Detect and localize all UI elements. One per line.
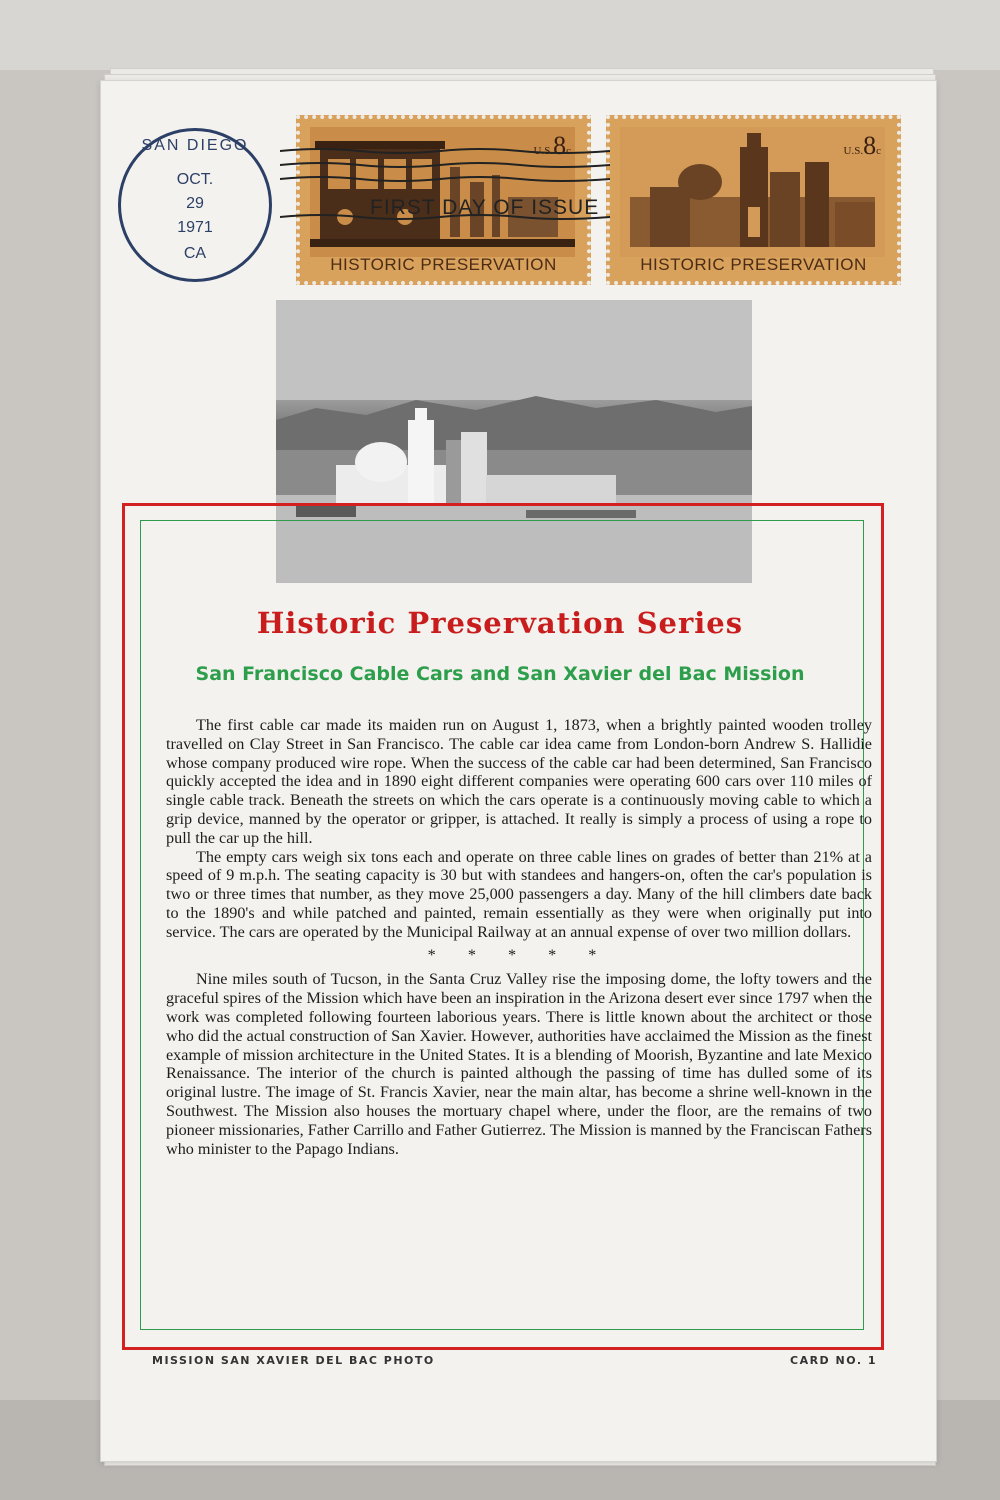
postmark-day: 29 <box>186 195 204 212</box>
postmark-year: 1971 <box>177 219 213 236</box>
stamp-country: U.S. <box>533 145 554 157</box>
section-separator: * * * * * <box>427 945 611 964</box>
stamp-caption: HISTORIC PRESERVATION <box>640 255 867 274</box>
paragraph-cable-car-history: The first cable car made its maiden run on August 1, 1873, when a brightly painted wooden trolley travelled on Clay Street in San Francisco. The cable car idea came from London-born Andrew S. Hallidie whose company produced wire rope. When the success of the cable car had been determined, San Francisco quickly accepted the idea and in 1890 eight different companies were operating 600 cars over 110 miles of single cable track. Beneath the streets on which the cars operate is a continuously moving cable to which a grip device, manned by the operator or gripper, is attached. It really is simply a process of using a rope to pull the car up the hill. <box>166 716 872 847</box>
photo-credit: MISSION SAN XAVIER DEL BAC PHOTO <box>152 1354 435 1367</box>
series-title: Historic Preservation Series <box>256 606 744 640</box>
paragraph-cable-car-operation: The empty cars weigh six tons each and operate on three cable lines on grades of better than 21% at a speed of 9 m.p.h. The seating capacity is 30 but with standees and hangers-on, often the car's population is two or three times that number, as they move 25,000 passengers a day. Many of the hill climbers date back to the 1890's and while patched and painted, remain essentially as they were when originally put into service. The cars are operated by the Municipal Railway at an annual expense of over two million dollars. <box>166 847 872 941</box>
paragraph-mission: Nine miles south of Tucson, in the Santa Cruz Valley rise the imposing dome, the lofty towers and the graceful spires of the Mission which have been an inspiration in the Arizona desert ever since 1797 when the work was completed following fourteen laborious years. There is little known about the architect or those who did the actual construction of San Xavier. However, authorities have acclaimed the Mission as the finest example of mission architecture in the United States. It is a blending of Moorish, Byzantine and late Mexico Renaissance. The interior of the church is painted although the passing of time has dulled some of its original lustre. The image of St. Francis Xavier, near the main altar, has become a shrine well-known in the Southwest. The Mission also houses the mortuary chapel where, under the floor, are the remains of two pioneer missionaries, Father Carrillo and Father Gutierrez. The Mission is manned by the Franciscan Fathers who minister to the Papago Indians. <box>166 970 872 1158</box>
stamp-denomination: U.S.8c <box>843 131 881 160</box>
stamp-caption: HISTORIC PRESERVATION <box>330 255 557 274</box>
stamp-country: U.S. <box>843 145 864 157</box>
cancellation-text: FIRST DAY OF ISSUE <box>370 196 600 219</box>
stamp-mission <box>606 115 901 285</box>
card-subtitle: San Francisco Cable Cars and San Xavier del Bac Mission <box>195 663 805 685</box>
stamp-value: 8 <box>553 131 567 160</box>
postmark-state: CA <box>183 245 207 262</box>
card-number: CARD NO. 1 <box>790 1354 877 1367</box>
postmark-month: OCT. <box>176 171 214 188</box>
card-body <box>166 716 872 1158</box>
frame-gap <box>276 498 752 524</box>
stamp-value: 8 <box>863 131 877 160</box>
postmark <box>118 128 272 282</box>
background-top <box>0 0 1000 70</box>
postmark-city: SAN DIEGO <box>141 137 249 154</box>
stamp-denomination: U.S.8c <box>533 131 571 160</box>
